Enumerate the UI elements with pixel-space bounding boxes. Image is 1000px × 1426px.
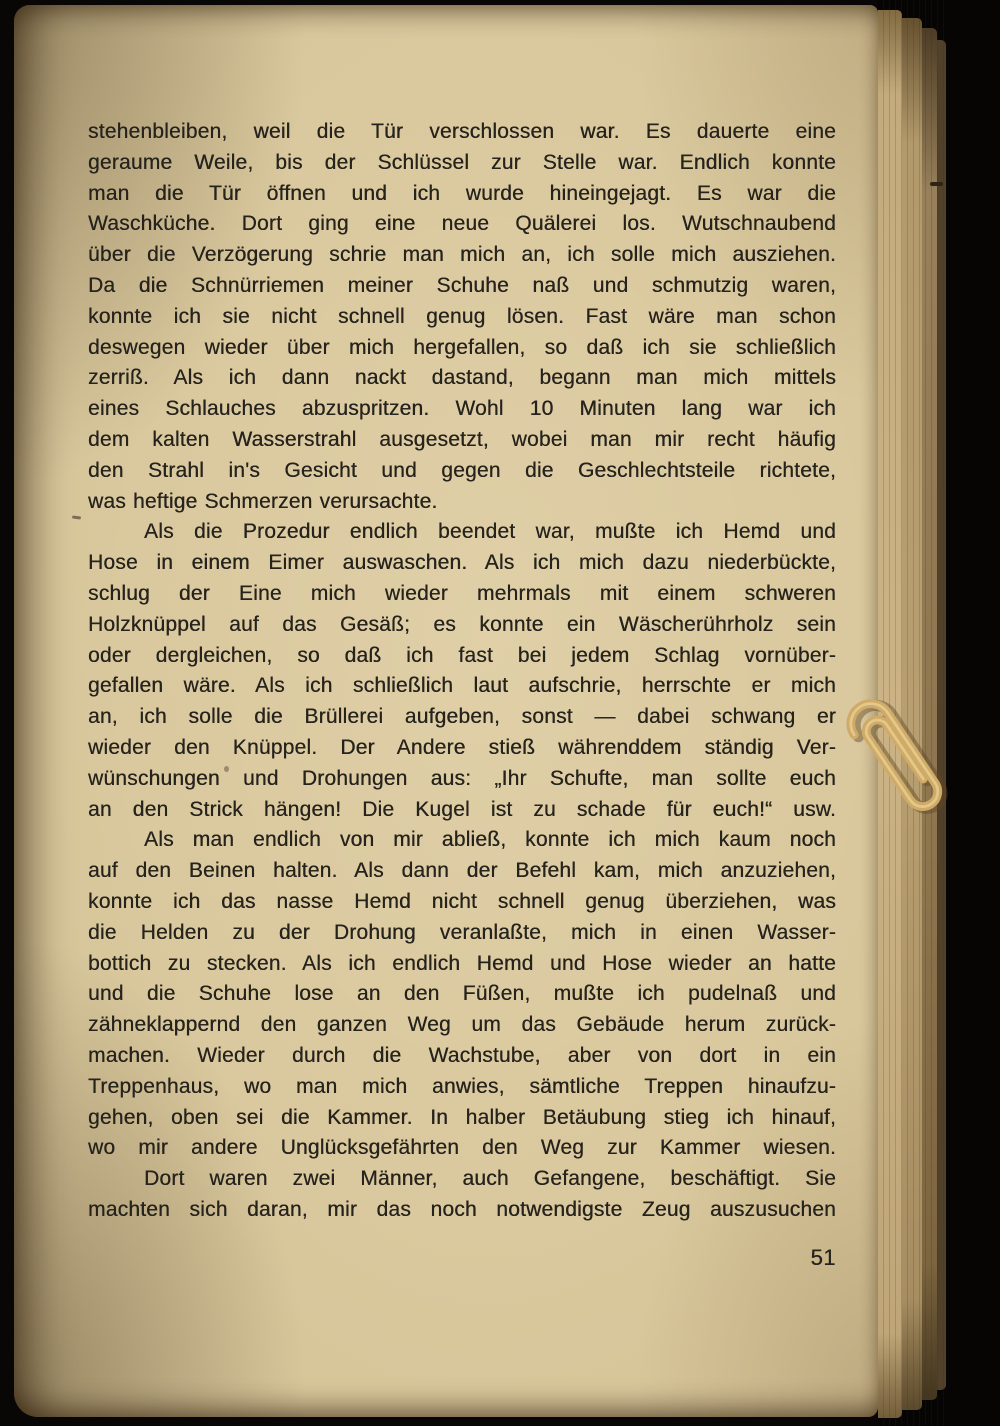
text-line: dem kalten Wasserstrahl ausgesetzt, wobei man mir recht häufig	[88, 427, 836, 451]
paragraph	[88, 117, 836, 517]
book-page	[14, 5, 878, 1417]
page-number: 51	[810, 1245, 836, 1270]
text-line: Waschküche. Dort ging eine neue Quälerei los. Wutschnaubend	[88, 212, 836, 236]
text-line: was heftige Schmerzen verursachte.	[88, 489, 438, 513]
text-line: und die Schuhe lose an den Füßen, mußte ich pudelnaß und	[88, 982, 836, 1006]
paragraph	[88, 517, 836, 825]
text-line: Hose in einem Eimer auswaschen. Als ich mich dazu niederbückte,	[88, 551, 836, 575]
text-line: man die Tür öffnen und ich wurde hineingejagt. Es war die	[88, 181, 836, 205]
text-line: auf den Beinen halten. Als dann der Befehl kam, mich anzuziehen,	[88, 859, 836, 883]
text-line: deswegen wieder über mich hergefallen, so daß ich sie schließlich	[88, 335, 836, 359]
text-line: gefallen wäre. Als ich schließlich laut aufschrie, herrschte er mich	[88, 674, 836, 698]
text-line: wieder den Knüppel. Der Andere stieß währenddem ständig Ver-	[88, 735, 836, 759]
paragraph	[88, 825, 836, 1164]
text-line: geraume Weile, bis der Schlüssel zur Stelle war. Endlich konnte	[88, 150, 836, 174]
text-line: an, ich solle die Brüllerei aufgeben, sonst — dabei schwang er	[88, 705, 836, 729]
text-line: wo mir andere Unglücksgefährten den Weg zur Kammer wiesen.	[88, 1136, 836, 1160]
text-line: stehenbleiben, weil die Tür verschlossen war. Es dauerte eine	[88, 120, 836, 143]
page-text	[88, 117, 836, 1226]
text-line: gehen, oben sei die Kammer. In halber Betäubung stieg ich hinauf,	[88, 1105, 836, 1129]
paragraph	[88, 1164, 836, 1226]
text-line: Holzknüppel auf das Gesäß; es konnte ein Wäscherührholz sein	[88, 612, 836, 636]
page-edges	[878, 0, 1000, 1426]
text-line: Da die Schnürriemen meiner Schuhe naß und schmutzig waren,	[88, 273, 836, 297]
text-line: über die Verzögerung schrie man mich an, ich solle mich ausziehen.	[88, 243, 836, 267]
text-line: zähneklappernd den ganzen Weg um das Gebäude herum zurück-	[88, 1013, 836, 1037]
text-line: eines Schlauches abzuspritzen. Wohl 10 Minuten lang war ich	[88, 397, 836, 421]
text-line: zerriß. Als ich dann nackt dastand, begann man mich mittels	[88, 366, 836, 390]
text-line: den Strahl in's Gesicht und gegen die Geschlechtsteile richtete,	[88, 458, 836, 482]
page-edge-texture	[878, 0, 946, 1426]
text-line: konnte ich sie nicht schnell genug lösen. Fast wäre man schon	[88, 304, 836, 328]
text-line: Als die Prozedur endlich beendet war, mußte ich Hemd und	[144, 520, 836, 544]
text-line: bottich zu stecken. Als ich endlich Hemd und Hose wieder an hatte	[88, 951, 836, 975]
text-line: machen. Wieder durch die Wachstube, aber von dort in ein	[88, 1043, 836, 1067]
scan-speck	[224, 766, 229, 772]
text-line: machten sich daran, mir das noch notwendigste Zeug auszusuchen	[88, 1197, 836, 1221]
text-line: an den Strick hängen! Die Kugel ist zu schade für euch!“ usw.	[88, 797, 836, 821]
text-line: Dort waren zwei Männer, auch Gefangene, beschäftigt. Sie	[144, 1167, 836, 1191]
text-line: konnte ich das nasse Hemd nicht schnell genug überziehen, was	[88, 889, 836, 913]
text-line: schlug der Eine mich wieder mehrmals mit einem schweren	[88, 581, 836, 605]
text-line: wünschungen und Drohungen aus: „Ihr Schufte, man sollte euch	[88, 766, 836, 790]
text-line: Als man endlich von mir abließ, konnte ich mich kaum noch	[144, 828, 836, 852]
text-line: oder dergleichen, so daß ich fast bei jedem Schlag vornüber-	[88, 643, 836, 667]
text-line: Treppenhaus, wo man mich anwies, sämtliche Treppen hinaufzu-	[88, 1074, 836, 1098]
text-line: die Helden zu der Drohung veranlaßte, mich in einen Wasser-	[88, 920, 836, 944]
scan-speck	[930, 182, 943, 186]
